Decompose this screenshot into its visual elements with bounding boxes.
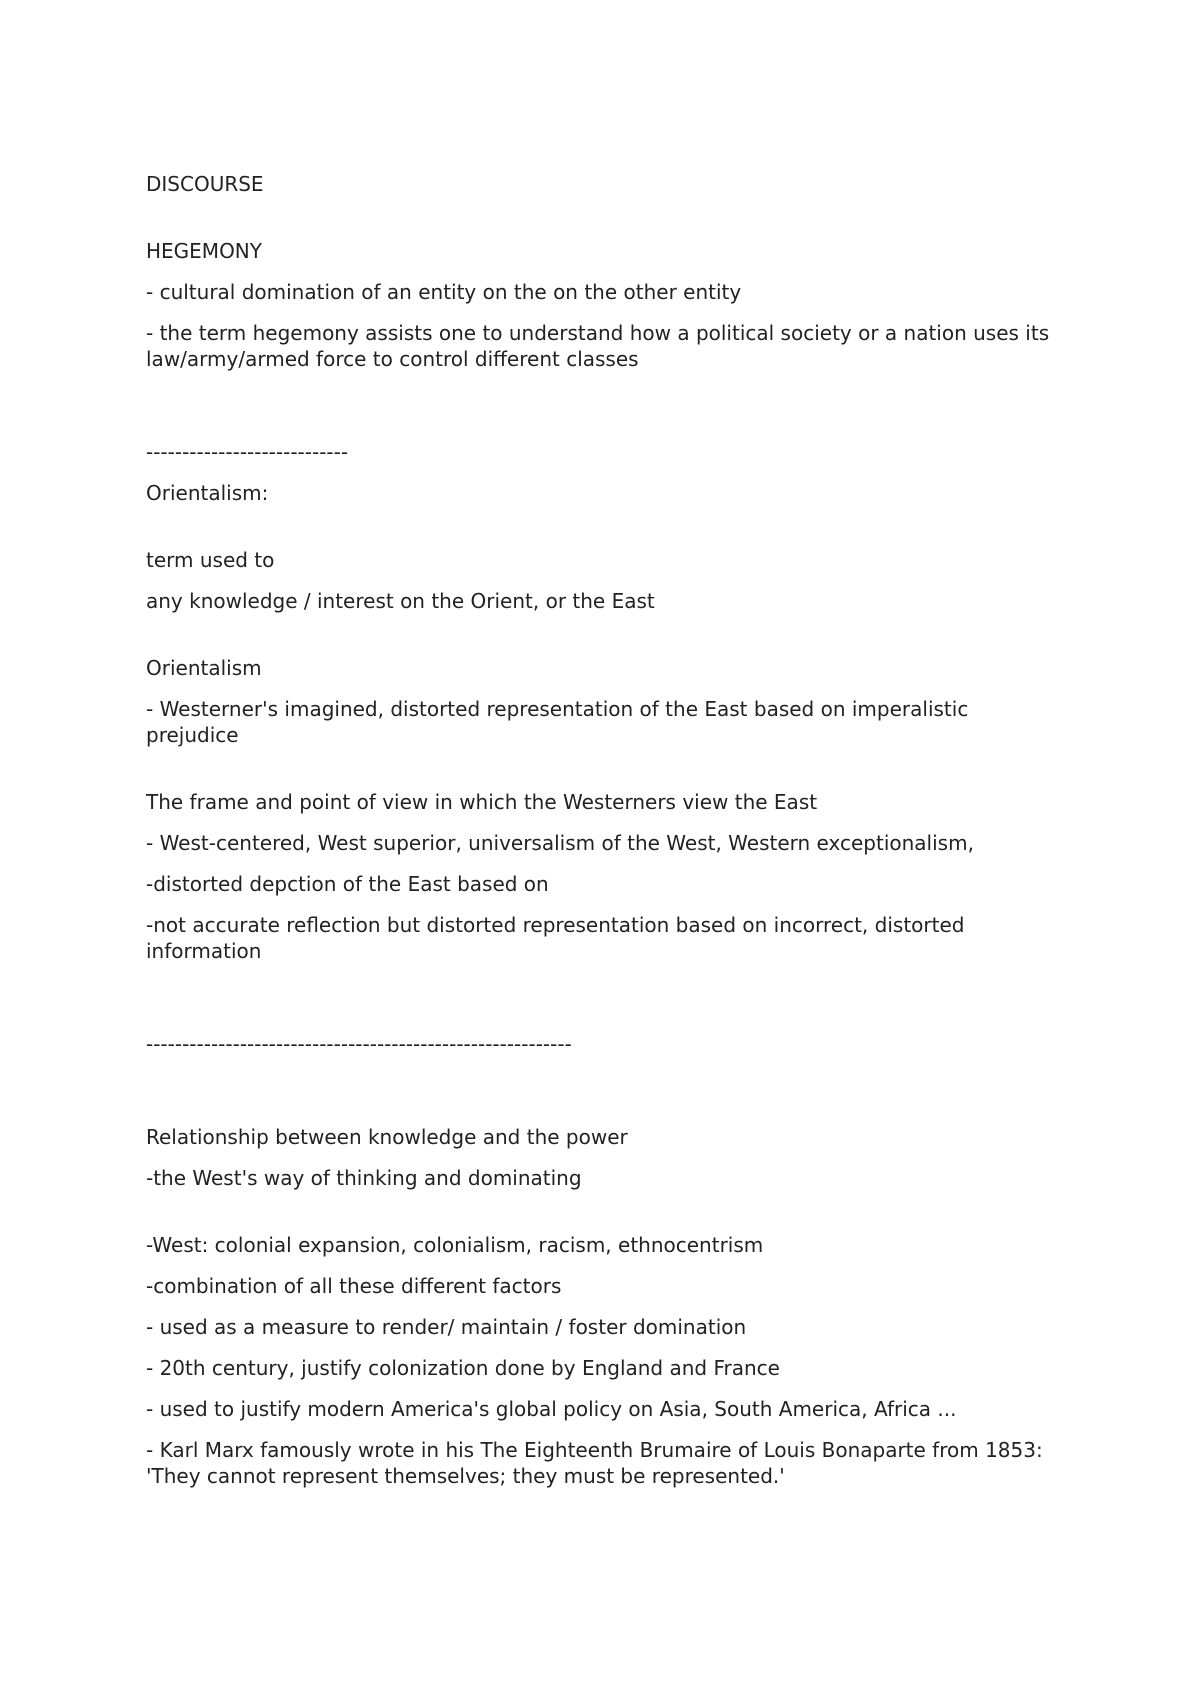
text-line: -not accurate reflection but distorted representation based on incorrect, distorted information xyxy=(146,913,965,963)
text-line: -the West's way of thinking and dominating xyxy=(146,1166,582,1190)
text-line: - Karl Marx famously wrote in his The Eighteenth Brumaire of Louis Bonaparte from 1853: 'They cannot represent themselves; they must be represented.' xyxy=(146,1438,1043,1488)
text-line: -distorted depction of the East based on xyxy=(146,872,549,896)
heading-orientalism: Orientalism: xyxy=(146,481,269,505)
document-body xyxy=(146,171,1066,1504)
text-line: - the term hegemony assists one to understand how a political society or a nation uses its law/army/armed force to control different classes xyxy=(146,321,1050,371)
text-line: any knowledge / interest on the Orient, or the East xyxy=(146,589,655,613)
text-line: - Westerner's imagined, distorted representation of the East based on imperalistic prejudice xyxy=(146,697,969,747)
text-line: - used to justify modern America's global policy on Asia, South America, Africa ... xyxy=(146,1397,957,1421)
heading-hegemony: HEGEMONY xyxy=(146,239,262,263)
text-line: - West-centered, West superior, universalism of the West, Western exceptionalism, xyxy=(146,831,974,855)
heading-knowledge-power: Relationship between knowledge and the power xyxy=(146,1125,628,1149)
heading-discourse: DISCOURSE xyxy=(146,172,264,196)
text-line: - used as a measure to render/ maintain / foster domination xyxy=(146,1315,747,1339)
text-line: term used to xyxy=(146,548,275,572)
divider-line: ----------------------------------------------------------- xyxy=(146,1032,572,1056)
text-line: The frame and point of view in which the Westerners view the East xyxy=(146,790,818,814)
text-line: - cultural domination of an entity on the on the other entity xyxy=(146,280,742,304)
text-line: -combination of all these different factors xyxy=(146,1274,562,1298)
text-line: -West: colonial expansion, colonialism, racism, ethnocentrism xyxy=(146,1233,764,1257)
divider-line: ---------------------------- xyxy=(146,440,349,464)
text-line: - 20th century, justify colonization done by England and France xyxy=(146,1356,780,1380)
heading-orientalism-2: Orientalism xyxy=(146,656,262,680)
